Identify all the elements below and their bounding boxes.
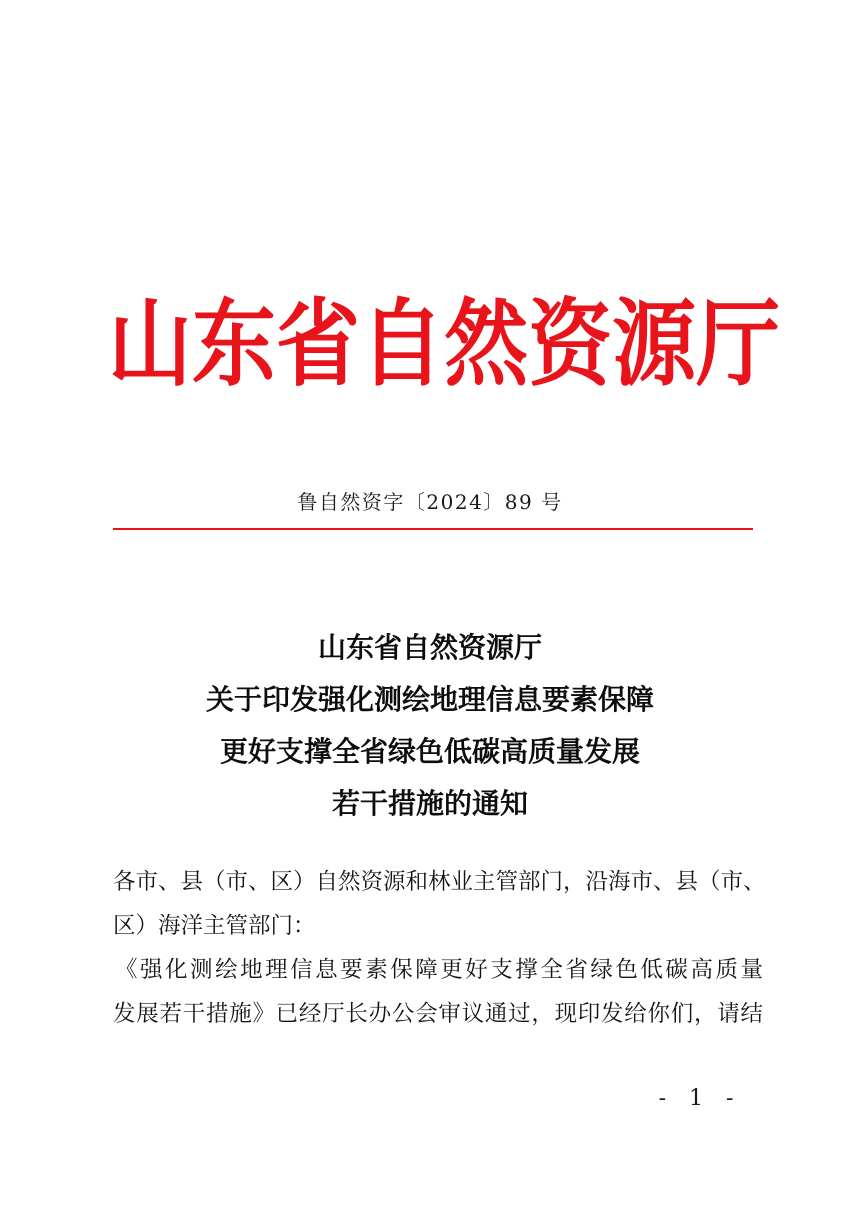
body-line-paragraph: 《强化测绘地理信息要素保障更好支撑全省绿色低碳高质量 [115, 957, 763, 983]
notice-body [113, 860, 766, 1036]
notice-title [0, 622, 860, 830]
header-char: 省 [276, 288, 361, 399]
header-char: 自 [360, 288, 445, 399]
body-line-addressee: 各市、县（市、区）自然资源和林业主管部门，沿海市、县（市、 [113, 869, 766, 895]
header-char: 资 [528, 288, 613, 399]
header-char: 山 [108, 288, 193, 399]
notice-title-line: 更好支撑全省绿色低碳高质量发展 [219, 735, 640, 768]
notice-title-line: 山东省自然资源厅 [317, 631, 542, 664]
document-number: 鲁自然资字〔2024〕89 号 [297, 490, 563, 514]
header-char: 然 [444, 288, 529, 399]
body-line-addressee-cont: 区）海洋主管部门： [113, 913, 316, 939]
header-char: 源 [612, 288, 697, 399]
header-char: 东 [192, 288, 277, 399]
red-divider-line [113, 528, 753, 530]
issuing-authority-header [108, 284, 781, 404]
notice-title-line: 关于印发强化测绘地理信息要素保障 [205, 683, 654, 716]
body-line-paragraph-cont: 发展若干措施》已经厅长办公会审议通过，现印发给你们，请结 [113, 1001, 763, 1027]
notice-title-line: 若干措施的通知 [331, 787, 528, 820]
header-char: 厅 [696, 288, 781, 399]
page-number: - 1 - [658, 1086, 742, 1111]
